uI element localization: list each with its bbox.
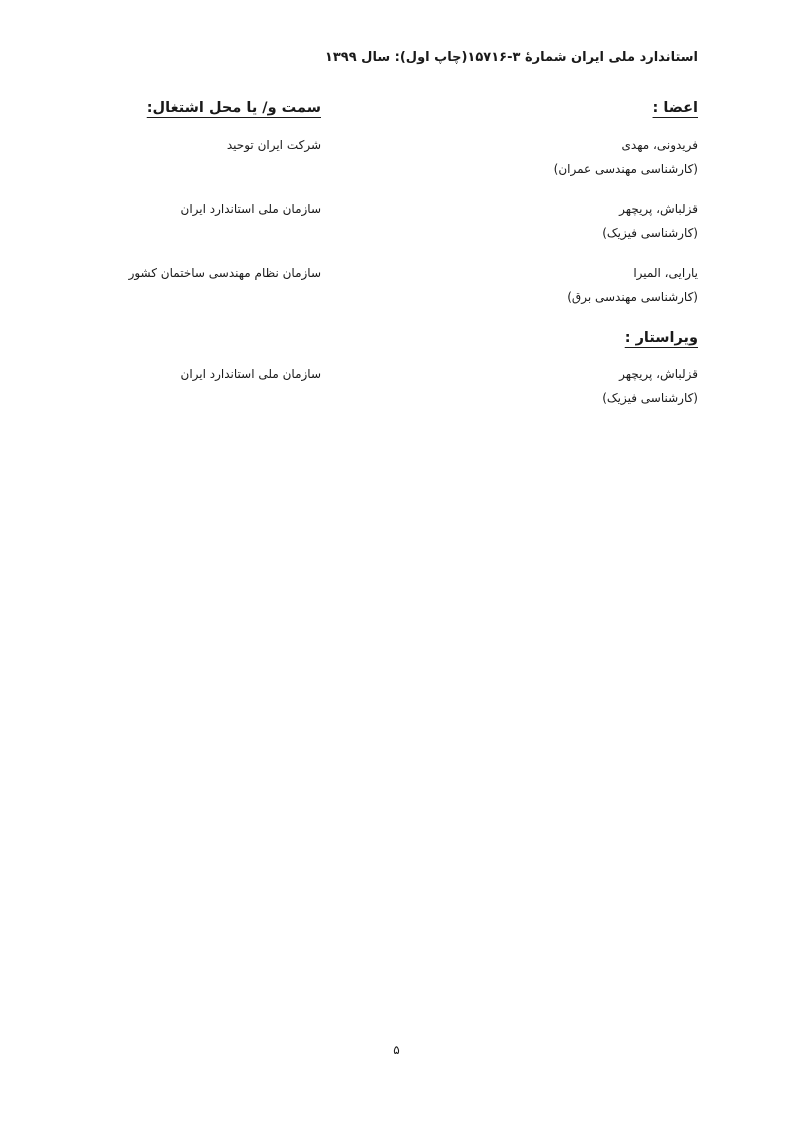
- document-header-title: استاندارد ملی ایران شمارۀ ۳-۱۵۷۱۶(چاپ اول): سال ۱۳۹۹: [324, 50, 698, 65]
- editor-organization: سازمان ملی استاندارد ایران: [180, 367, 321, 381]
- member-entry: [398, 133, 698, 181]
- member-degree: (کارشناسی فیزیک): [602, 226, 698, 240]
- member-organization: سازمان ملی استاندارد ایران: [180, 202, 321, 216]
- member-organization: سازمان نظام مهندسی ساختمان کشور: [128, 266, 321, 280]
- member-name: یارایی، المیرا: [633, 266, 698, 280]
- position-column-title: سمت و/ یا محل اشتغال:: [146, 100, 321, 116]
- member-degree: (کارشناسی مهندسی برق): [567, 290, 698, 304]
- member-organization: شرکت ایران توحید: [226, 138, 321, 152]
- members-section-title: اعضا :: [652, 100, 698, 116]
- editor-degree: (کارشناسی فیزیک): [602, 391, 698, 405]
- editor-section-title: ویراستار :: [624, 330, 698, 346]
- page-number: ۵: [393, 1043, 400, 1057]
- member-entry: [398, 197, 698, 245]
- member-name: فریدونی، مهدی: [621, 138, 698, 152]
- editor-entry: [398, 362, 698, 410]
- member-entry: [398, 261, 698, 309]
- member-degree: (کارشناسی مهندسی عمران): [553, 162, 698, 176]
- member-name: قزلباش، پریچهر: [619, 202, 698, 216]
- editor-name: قزلباش، پریچهر: [619, 367, 698, 381]
